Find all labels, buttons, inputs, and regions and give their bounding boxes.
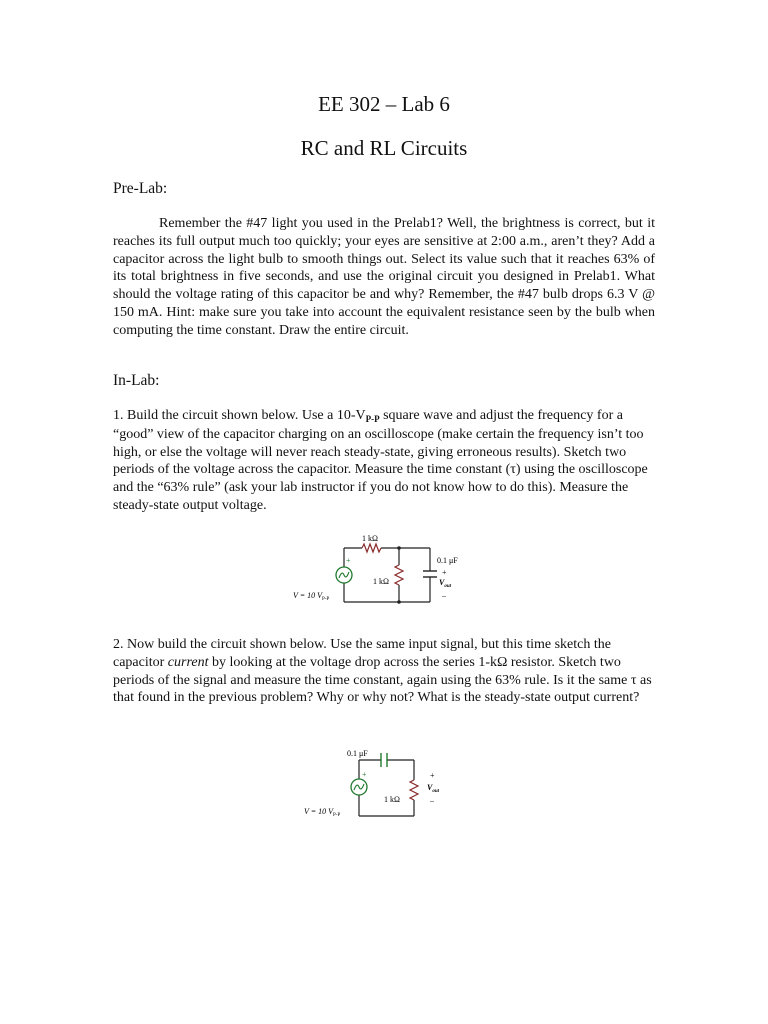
item2-text-b: by looking at the voltage drop across the series 1-kΩ resistor. Sketch two periods of the signal and measure the time constant, again using the 63% rule. Is it the same τ as that found in the previous problem? Why or why not? What is the steady-state output current? (113, 654, 652, 706)
node-dot (397, 546, 401, 550)
resistor-symbol (410, 780, 418, 800)
page-subtitle: RC and RL Circuits (300, 136, 468, 160)
output-minus-sign: – (430, 796, 434, 805)
source-amplitude-label: V = 10 $V_{P-P}$ (293, 591, 330, 602)
capacitor-symbol (381, 753, 387, 767)
capacitor-label: 0.1 μF (347, 749, 368, 758)
item1-text-a: 1. Build the circuit shown below. Use a 10-V (113, 408, 366, 423)
series-resistor-label: 1 kΩ (362, 534, 378, 543)
output-plus-sign: + (430, 771, 435, 780)
rc-circuit-diagram-2 (296, 742, 466, 822)
source-plus-sign: + (362, 770, 367, 779)
prelab-heading: Pre-Lab: (113, 180, 168, 197)
inlab-item-2 (113, 636, 655, 707)
item1-unit-subscript: P-P (365, 414, 380, 424)
resistor-label: 1 kΩ (384, 795, 400, 804)
series-resistor-symbol (362, 544, 381, 552)
item2-emphasis: current (167, 654, 209, 670)
output-plus-sign: + (442, 568, 447, 577)
vout-label: $V_{out}$ (439, 578, 452, 589)
capacitor-symbol (423, 571, 437, 577)
shunt-resistor-label: 1 kΩ (373, 577, 389, 586)
node-dot (397, 600, 401, 604)
page-title: EE 302 – Lab 6 (318, 92, 450, 116)
source-plus-sign: + (346, 556, 351, 565)
output-minus-sign: – (442, 591, 446, 600)
source-amplitude-label: V = 10 $V_{P-P}$ (304, 807, 341, 818)
item2-text-a: 2. Now build the circuit shown below. Use the same input signal, but this time sketch the capacitor (113, 637, 611, 670)
prelab-text: Remember the #47 light you used in the Prelab1? Well, the brightness is correct, but it reaches its full output much too quickly; your eyes are sensitive at 2:00 a.m., aren’t they? Add a capacitor across the light bulb to smooth things out. Select its value such that it reaches 63% of its total brightness in five seconds, and use the original circuit you designed in Prelab1. What should the voltage rating of this capacitor be and why? Remember, the #47 bulb drops 6.3 V @ 150 mA. Hint: make sure you take into account the equivalent resistance seen by the bulb when computing the time constant. Draw the entire circuit. (113, 216, 655, 338)
prelab-paragraph (113, 215, 655, 340)
rc-circuit-diagram-1 (280, 530, 470, 610)
inlab-heading: In-Lab: (113, 372, 160, 389)
inlab-item-1 (113, 407, 655, 515)
capacitor-label: 0.1 μF (437, 556, 458, 565)
item1-text-b: square wave and adjust the frequency for a “good” view of the capacitor charging on an oscilloscope (make certain the frequency isn’t too high, or else the voltage will never reach steady-state, giving erroneous results). Sketch two periods of the voltage across the capacitor. Measure the time constant (τ) using the oscilloscope and the “63% rule” (ask your lab instructor if you do not know how to do this). Measure the steady-state output voltage. (113, 408, 648, 513)
vout-label: $V_{out}$ (427, 783, 440, 794)
shunt-resistor-symbol (395, 565, 403, 585)
